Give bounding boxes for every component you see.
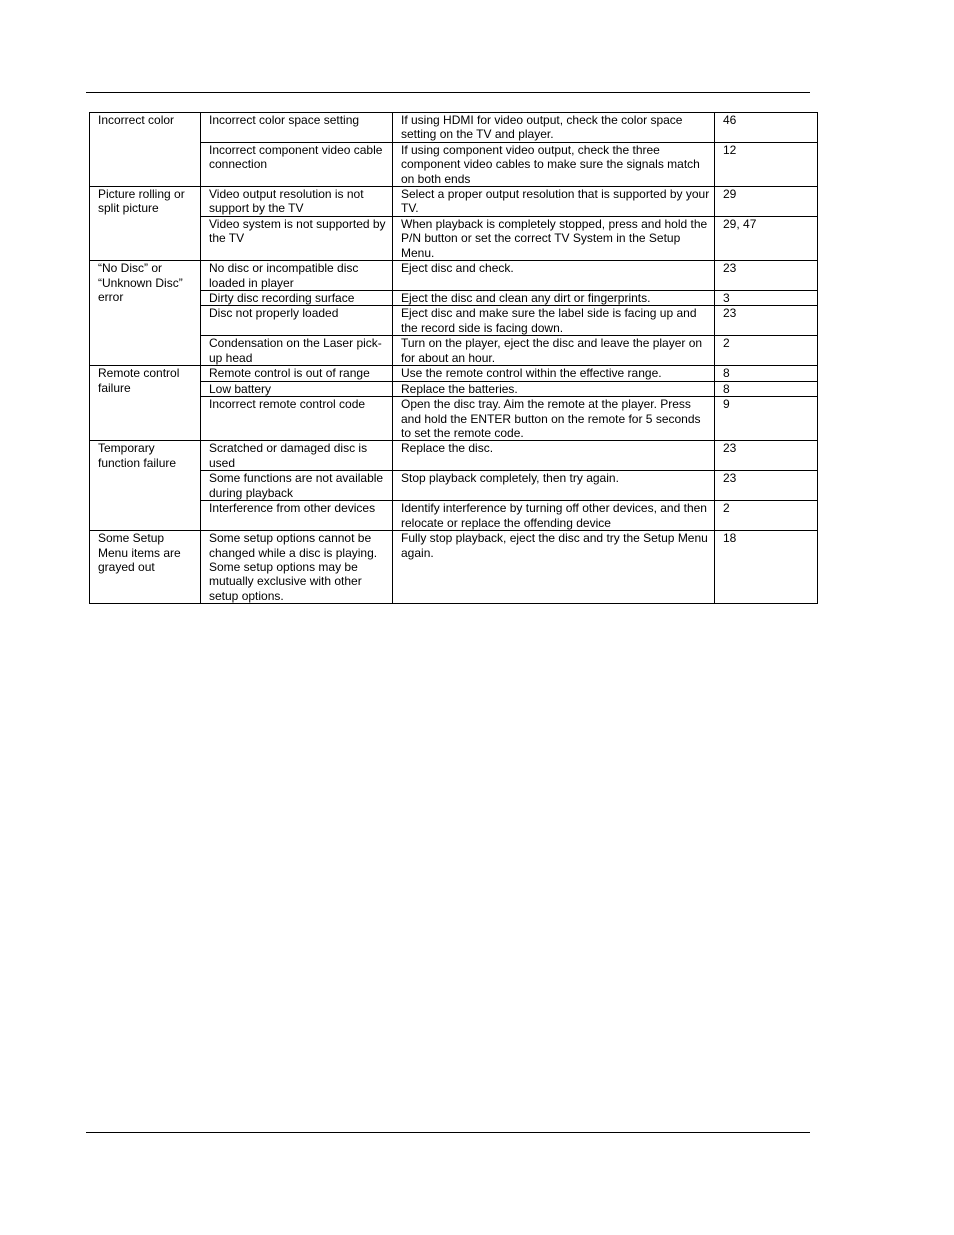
footer-rule xyxy=(86,1132,810,1133)
table-row xyxy=(90,113,818,143)
page-cell: 23 xyxy=(715,441,818,471)
page-cell: 46 xyxy=(715,113,818,143)
solution-cell: Select a proper output resolution that is supported by your TV. xyxy=(393,187,715,217)
cause-cell: Video system is not supported by the TV xyxy=(201,217,393,261)
table-row xyxy=(90,366,818,381)
page-cell: 23 xyxy=(715,261,818,291)
table-row xyxy=(90,261,818,291)
table-row xyxy=(90,531,818,604)
cause-cell: Incorrect component video cable connection xyxy=(201,142,393,186)
cause-cell: Dirty disc recording surface xyxy=(201,291,393,306)
page-cell: 23 xyxy=(715,471,818,501)
solution-cell: Open the disc tray. Aim the remote at the player. Press and hold the ENTER button on the remote for 5 seconds to set the remote code. xyxy=(393,397,715,441)
solution-cell: Use the remote control within the effective range. xyxy=(393,366,715,381)
page-cell: 3 xyxy=(715,291,818,306)
solution-cell: If using HDMI for video output, check the color space setting on the TV and player. xyxy=(393,113,715,143)
solution-cell: When playback is completely stopped, press and hold the P/N button or set the correct TV System in the Setup Menu. xyxy=(393,217,715,261)
solution-cell: Eject disc and make sure the label side is facing up and the record side is facing down. xyxy=(393,306,715,336)
cause-cell: Remote control is out of range xyxy=(201,366,393,381)
solution-cell: Eject the disc and clean any dirt or fingerprints. xyxy=(393,291,715,306)
solution-cell: Stop playback completely, then try again. xyxy=(393,471,715,501)
problem-cell: Incorrect color xyxy=(90,113,201,187)
solution-cell: Replace the batteries. xyxy=(393,381,715,396)
page-cell: 29, 47 xyxy=(715,217,818,261)
page-cell: 2 xyxy=(715,336,818,366)
cause-cell: Video output resolution is not support by the TV xyxy=(201,187,393,217)
page-cell: 23 xyxy=(715,306,818,336)
cause-cell: Some functions are not available during playback xyxy=(201,471,393,501)
cause-cell: Scratched or damaged disc is used xyxy=(201,441,393,471)
problem-cell: “No Disc” or “Unknown Disc” error xyxy=(90,261,201,366)
cause-cell: Some setup options cannot be changed while a disc is playing. Some setup options may be mutually exclusive with other setup options. xyxy=(201,531,393,604)
page-cell: 9 xyxy=(715,397,818,441)
page-cell: 18 xyxy=(715,531,818,604)
cause-cell: Condensation on the Laser pick-up head xyxy=(201,336,393,366)
solution-cell: Fully stop playback, eject the disc and try the Setup Menu again. xyxy=(393,531,715,604)
problem-cell: Temporary function failure xyxy=(90,441,201,531)
page-cell: 12 xyxy=(715,142,818,186)
page-cell: 8 xyxy=(715,381,818,396)
table-row xyxy=(90,441,818,471)
page-cell: 2 xyxy=(715,501,818,531)
problem-cell: Some Setup Menu items are grayed out xyxy=(90,531,201,604)
troubleshooting-table xyxy=(89,112,818,604)
problem-cell: Remote control failure xyxy=(90,366,201,441)
page-cell: 8 xyxy=(715,366,818,381)
cause-cell: Interference from other devices xyxy=(201,501,393,531)
solution-cell: Eject disc and check. xyxy=(393,261,715,291)
cause-cell: Disc not properly loaded xyxy=(201,306,393,336)
cause-cell: No disc or incompatible disc loaded in player xyxy=(201,261,393,291)
solution-cell: Replace the disc. xyxy=(393,441,715,471)
cause-cell: Low battery xyxy=(201,381,393,396)
problem-cell: Picture rolling or split picture xyxy=(90,187,201,261)
solution-cell: Turn on the player, eject the disc and leave the player on for about an hour. xyxy=(393,336,715,366)
header-rule xyxy=(86,92,810,93)
page-cell: 29 xyxy=(715,187,818,217)
cause-cell: Incorrect color space setting xyxy=(201,113,393,143)
solution-cell: Identify interference by turning off other devices, and then relocate or replace the offending device xyxy=(393,501,715,531)
cause-cell: Incorrect remote control code xyxy=(201,397,393,441)
table-row xyxy=(90,187,818,217)
solution-cell: If using component video output, check the three component video cables to make sure the signals match on both ends xyxy=(393,142,715,186)
